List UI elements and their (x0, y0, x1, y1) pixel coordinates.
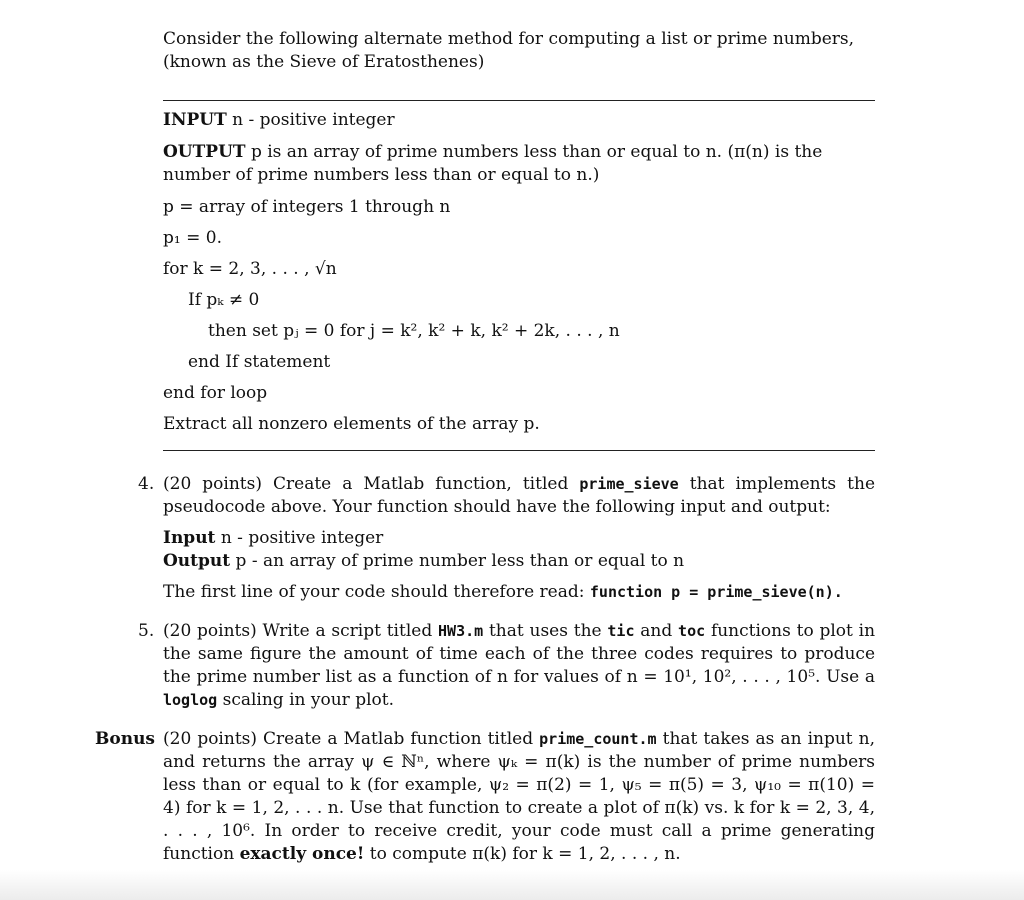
problem-4-number: 4. (138, 474, 155, 494)
bonus-emphasis: exactly once! (239, 844, 365, 864)
input-description: n - positive integer (232, 110, 395, 130)
problem-4-first-line-code: function p = prime_sieve(n). (589, 583, 843, 601)
bonus-text-a: (20 points) Create a Matlab function titled (163, 729, 534, 749)
step-p1-zero: p₁ = 0. (163, 228, 222, 248)
bonus-function-name: prime_count.m (539, 730, 657, 748)
problem-5-text-c: and (640, 621, 673, 641)
problem-5-text-d: functions to plot in the same figure the amount of time each of the three codes requires to produce the prime number list as a function of n for values of n = 10¹, 10², . . . , 10⁵. Use a (163, 621, 876, 687)
problem-4-function-name: prime_sieve (579, 475, 679, 493)
step-then-set: then set pⱼ = 0 for j = k², k² + k, k² + 2k, . . . , n (208, 321, 620, 341)
problem-4-output-keyword: Output (163, 551, 231, 571)
problem-bonus (95, 728, 876, 866)
problem-4 (138, 473, 876, 604)
problem-5-toc: toc (678, 622, 706, 640)
problem-5-text-b: that uses the (488, 621, 602, 641)
algorithm-output (163, 141, 875, 187)
output-description: p is an array of prime numbers less than or equal to n. (π(n) is the number of prime numbers less than or equal to n.) (163, 142, 823, 185)
problem-4-output (163, 550, 875, 573)
output-keyword: OUTPUT (163, 142, 246, 162)
problem-4-input-keyword: Input (163, 528, 216, 548)
bottom-shadow (0, 870, 1024, 900)
problem-5 (138, 620, 876, 712)
step-end-for: end for loop (163, 383, 268, 403)
problem-5-text-a: (20 points) Write a script titled (163, 621, 433, 641)
step-for-loop: for k = 2, 3, . . . , √n (163, 259, 337, 279)
problem-4-first-line (163, 581, 875, 604)
step-if: If pₖ ≠ 0 (188, 290, 260, 310)
problem-4-text-b: that implements the pseudocode above. Your function should have the following input and output: (163, 474, 876, 517)
problem-5-tic: tic (607, 622, 635, 640)
bonus-text-b: that takes as an input n, and returns the array ψ ∈ ℕⁿ, where ψₖ = π(k) is the number of prime numbers less than or equal to k (for example, ψ₂ = π(2) = 1, ψ₅ = π(5) = 3, ψ₁₀ = π(10) = 4) for k = 1, 2, . . . n. Use that function to create a plot of π(k) vs. k for k = 2, 3, 4, . . . , 10⁶. In order to receive credit, your code must call a prime generating function (163, 729, 876, 864)
problem-5-loglog: loglog (163, 691, 218, 709)
problem-5-script-name: HW3.m (438, 622, 484, 640)
input-keyword: INPUT (163, 110, 227, 130)
bottom-rule (163, 450, 875, 451)
bonus-label: Bonus (95, 729, 155, 749)
step-extract: Extract all nonzero elements of the array p. (163, 414, 540, 434)
document-page (95, 28, 876, 866)
algorithm-block (163, 109, 875, 436)
problem-4-input-description: n - positive integer (220, 528, 384, 548)
algorithm-input (163, 109, 875, 132)
top-rule (163, 100, 875, 101)
bonus-text-c: to compute π(k) for k = 1, 2, . . . , n. (369, 844, 681, 864)
problem-5-text-e: scaling in your plot. (222, 690, 394, 710)
problem-4-first-line-text: The first line of your code should therefore read: (163, 582, 585, 602)
problem-4-output-description: p - an array of prime number less than or equal to n (235, 551, 685, 571)
problem-5-number: 5. (138, 621, 155, 641)
problem-4-text-a: (20 points) Create a Matlab function, titled (163, 474, 569, 494)
step-end-if: end If statement (188, 352, 331, 372)
problem-4-input (163, 527, 875, 550)
step-array-init: p = array of integers 1 through n (163, 197, 451, 217)
intro-paragraph: Consider the following alternate method for computing a list or prime numbers, (known as the Sieve of Eratosthenes) (163, 29, 855, 72)
